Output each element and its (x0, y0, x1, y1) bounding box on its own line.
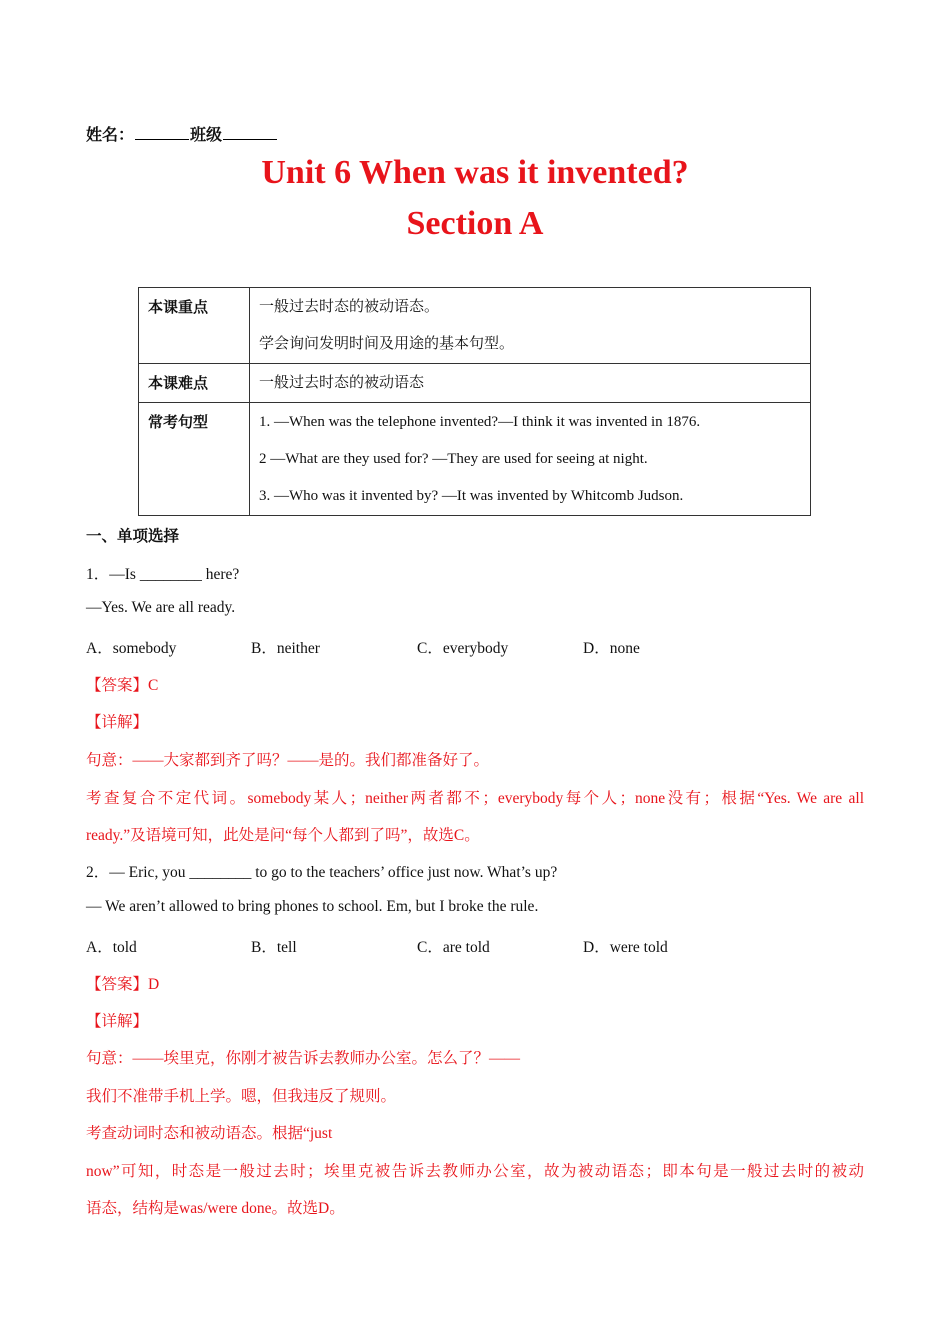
pattern-item: 3. —Who was it invented by? —It was invented by Whitcomb Judson. (259, 488, 684, 504)
q2-explain-label: 【详解】 (86, 1013, 149, 1030)
patterns-content (250, 403, 811, 516)
focus-item: 学会询问发明时间及用途的基本句型。 (259, 336, 515, 352)
q2-explain-line: 句意：——埃里克，你刚才被告诉去教师办公室。怎么了？—— (86, 1050, 521, 1067)
focus-content (250, 288, 811, 364)
q1-option-d[interactable]: D．none (583, 640, 640, 657)
name-class-line (86, 122, 278, 145)
difficulty-row (139, 364, 811, 403)
name-blank[interactable] (135, 125, 189, 140)
q2-answer: 【答案】D (86, 976, 160, 993)
class-blank[interactable] (223, 125, 277, 140)
difficulty-label: 本课难点 (139, 364, 250, 403)
pattern-item: 2 —What are they used for? —They are used for seeing at night. (259, 451, 648, 467)
q2-stem: 2．— Eric, you ________ to go to the teachers’ office just now. What’s up? (86, 864, 558, 881)
patterns-row (139, 403, 811, 516)
class-label: 班级 (190, 127, 223, 144)
q2-option-d[interactable]: D．were told (583, 939, 668, 956)
lesson-info-table (138, 287, 811, 516)
q2-explain-line: 我们不准带手机上学。嗯，但我违反了规则。 (86, 1088, 397, 1105)
focus-row (139, 288, 811, 364)
q1-explain-label: 【详解】 (86, 714, 149, 731)
q1-option-c[interactable]: C．everybody (417, 640, 509, 657)
title-line-2: Section A (406, 205, 544, 242)
q1-explain-line: 考查复合不定代词。somebody某人；neither两者都不；everybody每个人；none没有；根据“Yes. We are all (86, 790, 864, 807)
pattern-item: 1. —When was the telephone invented?—I think it was invented in 1876. (259, 414, 701, 430)
difficulty-content (250, 364, 811, 403)
q1-option-a[interactable]: A．somebody (86, 640, 177, 657)
patterns-label: 常考句型 (139, 403, 250, 516)
q2-option-c[interactable]: C．are told (417, 939, 490, 956)
q1-stem: 1．—Is ________ here? (86, 566, 240, 583)
q1-answer: 【答案】C (86, 677, 159, 694)
q1-explain-line: ready.”及语境可知，此处是问“每个人都到了吗”，故选C。 (86, 827, 480, 844)
q2-option-b[interactable]: B．tell (251, 939, 297, 956)
section-heading: 一、单项选择 (86, 528, 180, 545)
difficulty-text: 一般过去时态的被动语态 (259, 375, 425, 391)
focus-label: 本课重点 (139, 288, 250, 364)
q2-option-a[interactable]: A．told (86, 939, 137, 956)
q1-response: —Yes. We are all ready. (86, 599, 236, 616)
q1-explain-line: 句意：——大家都到齐了吗？——是的。我们都准备好了。 (86, 752, 490, 769)
q2-explain-line: 考查动词时态和被动语态。根据“just (86, 1125, 333, 1142)
focus-item: 一般过去时态的被动语态。 (259, 299, 440, 315)
q2-explain-line: now”可知，时态是一般过去时；埃里克被告诉去教师办公室，故为被动语态；即本句是一般过去时的被动 (86, 1163, 864, 1180)
q1-option-b[interactable]: B．neither (251, 640, 320, 657)
q2-explain-line: 语态，结构是was/were done。故选D。 (86, 1200, 345, 1217)
name-label: 姓名： (86, 127, 135, 144)
title-line-1: Unit 6 When was it invented? (261, 154, 689, 191)
q2-response: — We aren’t allowed to bring phones to school. Em, but I broke the rule. (86, 898, 539, 915)
